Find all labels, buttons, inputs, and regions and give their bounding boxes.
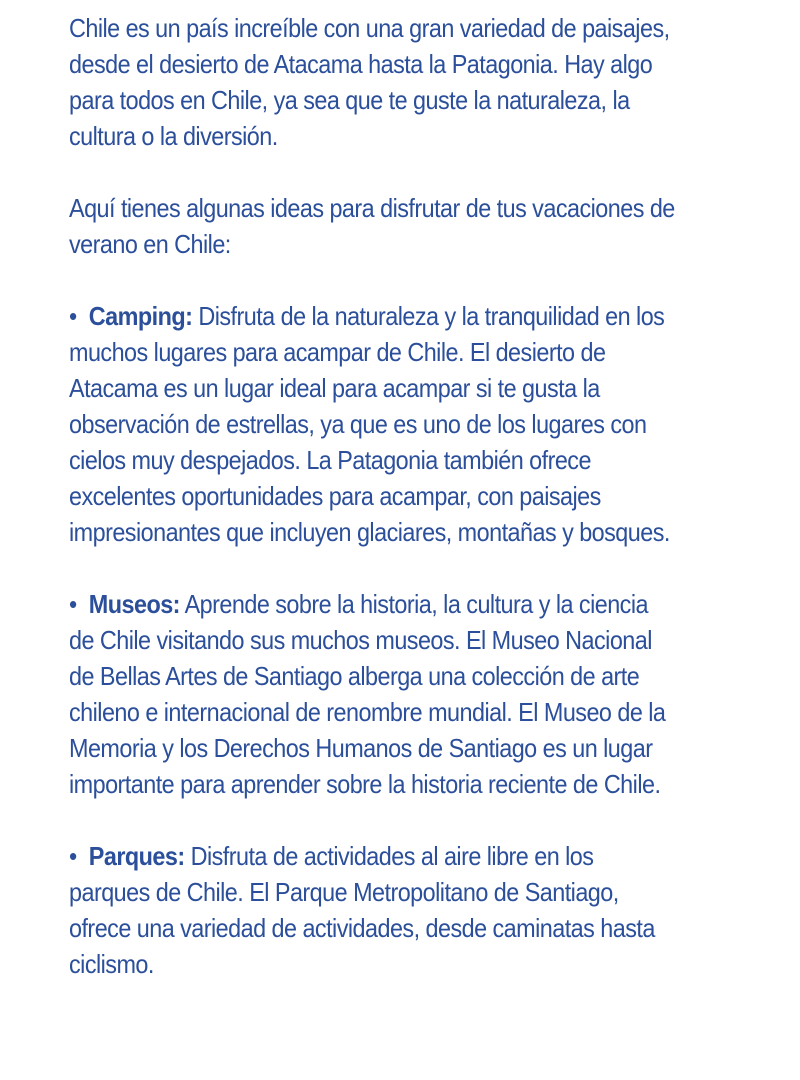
bullet-icon: • [69,841,77,871]
list-item-text: Disfruta de la naturaleza y la tranquilidad en los muchos lugares para acampar de Chile. El desierto de Atacama es un lugar ideal para acampar si te gusta la observación de estrellas, ya que es uno de los lugares con cielos muy despejados. La Patagonia también ofrece excelentes oportunidades para acampar, con paisajes impresionantes que incluyen glaciares, montañas y bosques. [69,301,670,547]
list-item-title: Camping: [88,301,193,331]
list-item-title: Parques: [88,841,185,871]
list-item-parques [69,838,677,982]
list-item-camping [69,298,677,550]
ideas-intro-paragraph: Aquí tienes algunas ideas para disfrutar de tus vacaciones de verano en Chile: [69,193,675,259]
list-item-title: Museos: [88,589,180,619]
list-item-text: Disfruta de actividades al aire libre en los parques de Chile. El Parque Metropolitano de Santiago, ofrece una variedad de actividades, desde caminatas hasta ciclismo. [69,841,655,979]
intro-paragraph: Chile es un país increíble con una gran variedad de paisajes, desde el desierto de Atacama hasta la Patagonia. Hay algo para todos en Chile, ya sea que te guste la naturaleza, la cultura o la diversión. [69,13,670,151]
article-body [69,10,677,982]
bullet-icon: • [69,589,77,619]
list-item-museos [69,586,677,802]
bullet-icon: • [69,301,77,331]
list-item-text: Aprende sobre la historia, la cultura y la ciencia de Chile visitando sus muchos museos. El Museo Nacional de Bellas Artes de Santiago alberga una colección de arte chileno e internacional de renombre mundial. El Museo de la Memoria y los Derechos Humanos de Santiago es un lugar importante para aprender sobre la historia reciente de Chile. [69,589,666,799]
